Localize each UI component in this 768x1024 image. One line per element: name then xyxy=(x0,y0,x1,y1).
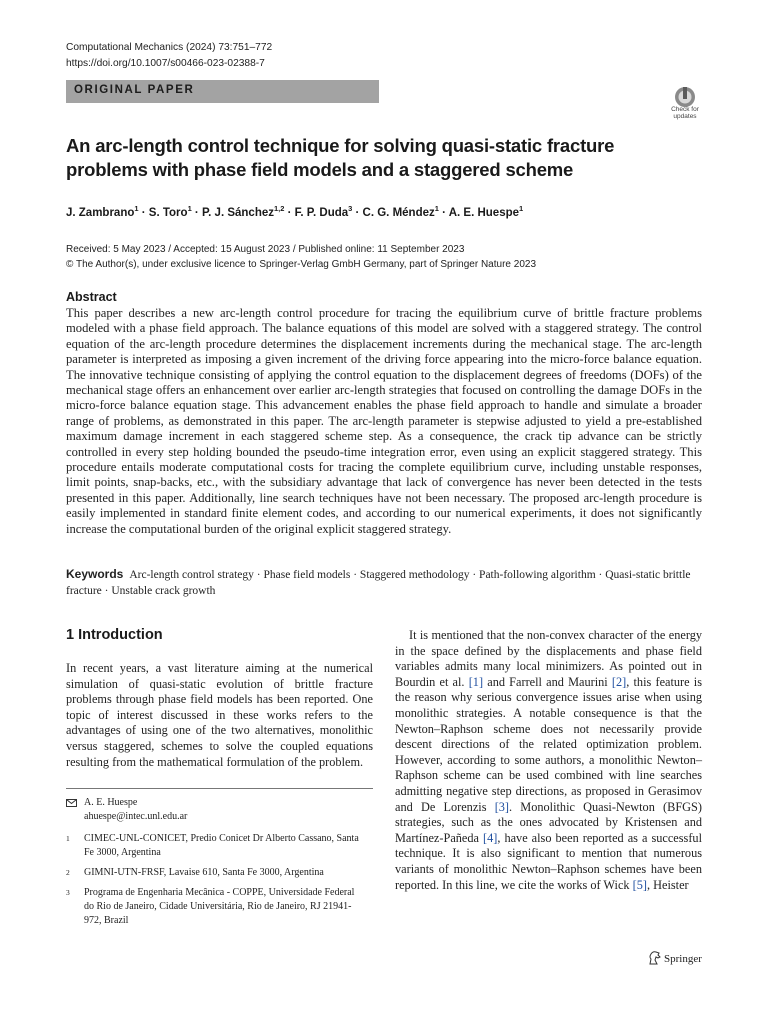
author-affiliation-mark: 1 xyxy=(434,204,439,213)
affiliation-number: 1 xyxy=(66,834,70,843)
intro-text: . Monolithic Quasi-Newton (BFGS) strategies, such as the ones advocated by Kristensen and Martínez-Pañeda xyxy=(395,799,702,845)
doi-link[interactable]: https://doi.org/10.1007/s00466-023-02388-7 xyxy=(66,58,265,69)
author-name[interactable]: S. Toro xyxy=(148,206,188,219)
citation-link[interactable]: [3] xyxy=(494,799,510,814)
intro-text: , Heister xyxy=(646,877,689,892)
check-updates-icon xyxy=(667,86,703,108)
keywords-label: Keywords xyxy=(66,567,124,581)
affiliation-text: Programa de Engenharia Mecânica - COPPE, Universidade Federal do Rio de Janeiro, Cidade Universitária, Rio de Janeiro, RJ 21941-972, Brazil xyxy=(84,887,355,926)
intro-text: , have also been reported as a successful technique. It is also significant to mention that numerous variants of monolithic Newton–Raphson schemes have been reported. In this line, we cite the works of Wick xyxy=(395,830,702,892)
contact-name: A. E. Huespe xyxy=(84,797,138,808)
journal-header xyxy=(66,40,272,72)
contact-email[interactable]: ahuespe@intec.unl.edu.ar xyxy=(84,811,188,822)
check-updates-text: Check for updates xyxy=(671,106,699,120)
author-separator: · xyxy=(284,206,295,219)
publisher-name: Springer xyxy=(664,953,702,965)
author-separator: · xyxy=(191,206,202,219)
keywords-text: Arc-length control strategy · Phase field models · Staggered methodology · Path-following algorithm · Quasi-static brittle fracture · Unstable crack growth xyxy=(66,569,691,597)
intro-text: It is mentioned that the non-convex character of the energy in the space defined by the displacements and phase field variables admits many local minimizers. As pointed out in Bourdin et al. xyxy=(395,628,702,689)
author-affiliation-mark: 1 xyxy=(519,204,524,213)
author-affiliation-mark: 1,2 xyxy=(274,204,285,213)
affiliation-number: 2 xyxy=(66,868,70,877)
abstract-heading: Abstract xyxy=(66,290,117,304)
author-name[interactable]: C. G. Méndez xyxy=(362,206,435,219)
author-separator: · xyxy=(138,206,149,219)
affiliation-text: GIMNI-UTN-FRSF, Lavaise 610, Santa Fe 3000, Argentina xyxy=(84,867,324,878)
copyright-line: © The Author(s), under exclusive licence to Springer-Verlag GmbH Germany, part of Springer Nature 2023 xyxy=(66,259,536,270)
author-affiliation-mark: 1 xyxy=(134,204,139,213)
author-affiliation-mark: 1 xyxy=(187,204,192,213)
publication-dates: Received: 5 May 2023 / Accepted: 15 August 2023 / Published online: 11 September 2023 xyxy=(66,244,465,255)
citation-link[interactable]: [1] xyxy=(468,674,484,689)
springer-horse-icon xyxy=(648,951,661,965)
affiliation-number: 3 xyxy=(66,888,70,897)
section-heading-introduction: 1 Introduction xyxy=(66,627,163,643)
author-list xyxy=(66,204,523,219)
citation-link[interactable]: [2] xyxy=(611,674,627,689)
journal-citation: Computational Mechanics (2024) 73:751–772 xyxy=(66,42,273,53)
abstract-text: This paper describes a new arc-length control procedure for tracing the equilibrium curve of brittle fracture problems modeled with a phase field approach. The balance equations of this model are solved with a staggered strategy. The control equation of the arc-length procedure determines the displacement increments during the mechanical stage. The arc-length parameter is interpreted as imposing a given increment of the driving force appearing into the micro-force balance equation. The innovative technique consisting of applying the control equation to the displacement degrees of freedoms (DOFs) of the mechanical stage offers an enhancement over earlier arc-length strategies that focused on controlling the damage DOFs in the micro-force balance equation stage. This advancement enables the phase field approach to handle and simulate a broader range of problems, as demonstrated in this paper. The arc-length parameter is stepwise adjusted to yield a pre-established maximum damage increment in each staggered scheme step. As a consequence, the crack tip advance can be strictly controlled in every step holding bounded the pseudo-time integration error, even using an explicit staggered strategy. This procedure entails moderate computational costs for tracing the complete equilibrium curve, including unstable responses, limit points, snap-backs, etc., with the subsidiary advantage that lack of convergence has never been detected in the tests presented in this paper. Additionally, line search techniques have not been necessary. The proposed arc-length procedure is easily implemented in standard finite element codes, and according to our numerical experiments, it does not significantly increase the computational burden of the original explicit staggered strategy. xyxy=(66,306,702,536)
article-type-label: ORIGINAL PAPER xyxy=(74,84,195,96)
intro-text: , this feature is the reason why serious convergence issues arise when using monolithic strategies. A notable consequence is that the Newton–Raphson scheme does not necessarily provide descent directions of the related optimization problem. However, according to some authors, a monolithic Newton–Raphson scheme can be used combined with line searches admitting negative step directions, as proposed in Gerasimov and De Lorenzis xyxy=(395,674,702,814)
citation-link[interactable]: [4] xyxy=(483,830,498,845)
author-separator: · xyxy=(438,206,449,219)
article-title: An arc-length control technique for solving quasi-static fracture problems with phase field models and a staggered scheme xyxy=(66,135,615,180)
citation-link[interactable]: [5] xyxy=(632,877,647,892)
publisher-footer xyxy=(648,951,702,965)
author-name[interactable]: J. Zambrano xyxy=(66,206,135,219)
author-name[interactable]: P. J. Sánchez xyxy=(201,206,274,219)
keywords-block xyxy=(66,566,702,599)
author-affiliation-mark: 3 xyxy=(348,204,353,213)
publication-info xyxy=(66,242,536,272)
author-name[interactable]: F. P. Duda xyxy=(294,206,349,219)
intro-paragraph-left: In recent years, a vast literature aiming at the numerical simulation of quasi-static evolution of brittle fracture problems through phase field models has been reported. One topic of interest discussed in these works refers to the advantages of using one of the two alternatives, monolithic versus staggered, schemes to solve the coupled equations resulting from the mathematical formulation of the problem. xyxy=(66,661,373,769)
article-type-banner xyxy=(66,80,379,103)
envelope-icon xyxy=(66,799,77,807)
author-separator: · xyxy=(352,206,363,219)
intro-paragraph-right xyxy=(395,628,702,893)
affiliation-text: CIMEC-UNL-CONICET, Predio Conicet Dr Alberto Cassano, Santa Fe 3000, Argentina xyxy=(84,833,359,858)
corresponding-author xyxy=(66,796,373,824)
author-name[interactable]: A. E. Huespe xyxy=(448,206,520,219)
footnote-divider xyxy=(66,788,373,789)
intro-text: and Farrell and Maurini xyxy=(483,674,612,689)
